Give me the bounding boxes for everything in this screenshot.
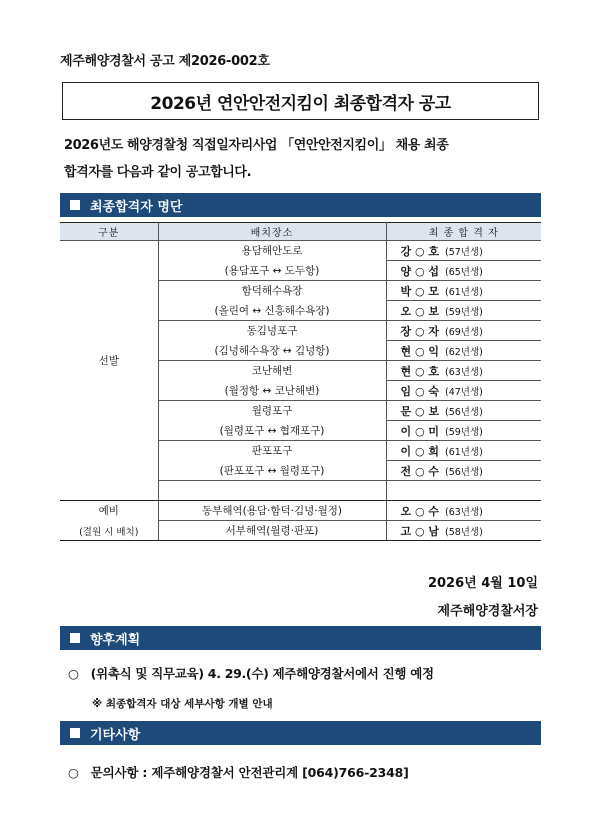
square-bullet-icon [70, 633, 80, 643]
column-header-location: 배치장소 [158, 223, 386, 241]
table-header-row [60, 223, 541, 241]
category-reserve-label: 예비 [98, 505, 119, 517]
finalist-birth-year: (59년생) [445, 306, 483, 318]
plan-note: ※ 최종합격자 대상 세부사항 개별 안내 [92, 698, 273, 710]
finalist-name: 임 ○ 숙 [400, 384, 440, 398]
finalist-birth-year: (63년생) [445, 506, 483, 518]
finalist-birth-year: (62년생) [445, 346, 483, 358]
finalist-name: 이 ○ 희 [400, 444, 440, 458]
location-route: (월정항 ↔ 코난해변) [158, 381, 386, 401]
intro-line-2: 합격자를 다음과 같이 공고합니다. [64, 165, 252, 180]
section-header-roster [60, 193, 541, 217]
finalist-cell [386, 341, 541, 361]
finalist-cell [386, 441, 541, 461]
issuer-name: 제주해양경찰서장 [437, 604, 538, 619]
finalist-name: 장 ○ 자 [400, 324, 440, 338]
location-route: (올린여 ↔ 신흥해수욕장) [158, 301, 386, 321]
location-name: 동김녕포구 [158, 321, 386, 341]
section-title-etc: 기타사항 [90, 727, 141, 743]
finalist-name: 강 ○ 호 [400, 244, 440, 258]
finalist-cell [386, 321, 541, 341]
contact-text: 문의사항 : 제주해양경찰서 안전관리계 [064)766-2348] [90, 765, 409, 780]
finalist-birth-year: (56년생) [445, 406, 483, 418]
location-name: 함덕해수욕장 [158, 281, 386, 301]
column-header-category: 구분 [60, 223, 158, 241]
circle-bullet-icon: ○ [68, 666, 79, 681]
circle-bullet-icon: ○ [68, 765, 79, 780]
finalist-name: 오 ○ 보 [400, 304, 440, 318]
spacer-cell [158, 481, 386, 501]
finalist-cell [386, 301, 541, 321]
location-name: 용담해안도로 [158, 241, 386, 261]
location-name: 판포포구 [158, 441, 386, 461]
finalist-name: 전 ○ 수 [400, 464, 440, 478]
finalist-name: 현 ○ 호 [400, 364, 440, 378]
spacer-cell [386, 481, 541, 501]
intro-line-1: 2026년도 해양경찰청 직접일자리사업 「연안안전지킴이」 채용 최종 [64, 138, 449, 153]
finalist-cell [386, 361, 541, 381]
title-box [62, 82, 539, 120]
finalist-cell [386, 461, 541, 481]
reserve-finalist-cell [386, 521, 541, 541]
finalist-name: 양 ○ 섭 [400, 264, 440, 278]
table-row [60, 241, 541, 261]
location-route: (용담포구 ↔ 도두항) [158, 261, 386, 281]
finalist-name: 문 ○ 보 [400, 404, 440, 418]
finalist-cell [386, 241, 541, 261]
page-title: 2026년 연안안전지킴이 최종합격자 공고 [150, 93, 451, 114]
section-title-plan: 향후계획 [90, 632, 141, 648]
spacer-cell [60, 481, 158, 501]
section-title-roster: 최종합격자 명단 [90, 199, 183, 215]
table-spacer-row [60, 481, 541, 501]
finalist-cell [386, 401, 541, 421]
category-reserve-note: (결원 시 배치) [79, 527, 139, 538]
finalist-birth-year: (58년생) [445, 526, 483, 538]
location-name: 월령포구 [158, 401, 386, 421]
document-number: 제주해양경찰서 공고 제2026-002호 [60, 54, 270, 69]
plan-text: (위촉식 및 직무교육) 4. 29.(수) 제주해양경찰서에서 진행 예정 [90, 666, 434, 681]
finalist-birth-year: (57년생) [445, 246, 483, 258]
finalist-name: 현 ○ 익 [400, 344, 440, 358]
location-route: (판포포구 ↔ 월령포구) [158, 461, 386, 481]
table-row [60, 501, 541, 521]
finalist-birth-year: (59년생) [445, 426, 483, 438]
section-header-etc [60, 721, 541, 745]
finalist-birth-year: (56년생) [445, 466, 483, 478]
finalist-birth-year: (63년생) [445, 366, 483, 378]
announcement-date: 2026년 4월 10일 [427, 576, 538, 591]
category-reserve [60, 501, 158, 541]
square-bullet-icon [70, 200, 80, 210]
reserve-location: 서부해역(월령·판포) [158, 521, 386, 541]
finalist-birth-year: (65년생) [445, 266, 483, 278]
finalist-cell [386, 381, 541, 401]
finalist-birth-year: (61년생) [445, 446, 483, 458]
category-selected: 선발 [60, 241, 158, 481]
finalist-birth-year: (69년생) [445, 326, 483, 338]
section-header-plan [60, 626, 541, 650]
roster-table [60, 222, 541, 541]
reserve-finalist-cell [386, 501, 541, 521]
location-name: 코난해변 [158, 361, 386, 381]
column-header-finalists: 최 종 합 격 자 [386, 223, 541, 241]
finalist-name: 박 ○ 모 [400, 284, 440, 298]
contact-item [68, 763, 409, 781]
intro-paragraph [64, 132, 544, 186]
finalist-birth-year: (47년생) [445, 386, 483, 398]
reserve-location: 동부해역(용담·함덕·김녕·월정) [158, 501, 386, 521]
finalist-cell [386, 421, 541, 441]
location-route: (월령포구 ↔ 협재포구) [158, 421, 386, 441]
finalist-cell [386, 261, 541, 281]
finalist-birth-year: (61년생) [445, 286, 483, 298]
location-route: (김녕해수욕장 ↔ 김녕항) [158, 341, 386, 361]
finalist-name: 오 ○ 수 [400, 504, 440, 518]
finalist-name: 고 ○ 남 [400, 524, 440, 538]
finalist-cell [386, 281, 541, 301]
finalist-name: 이 ○ 미 [400, 424, 440, 438]
square-bullet-icon [70, 728, 80, 738]
plan-item [68, 664, 434, 682]
